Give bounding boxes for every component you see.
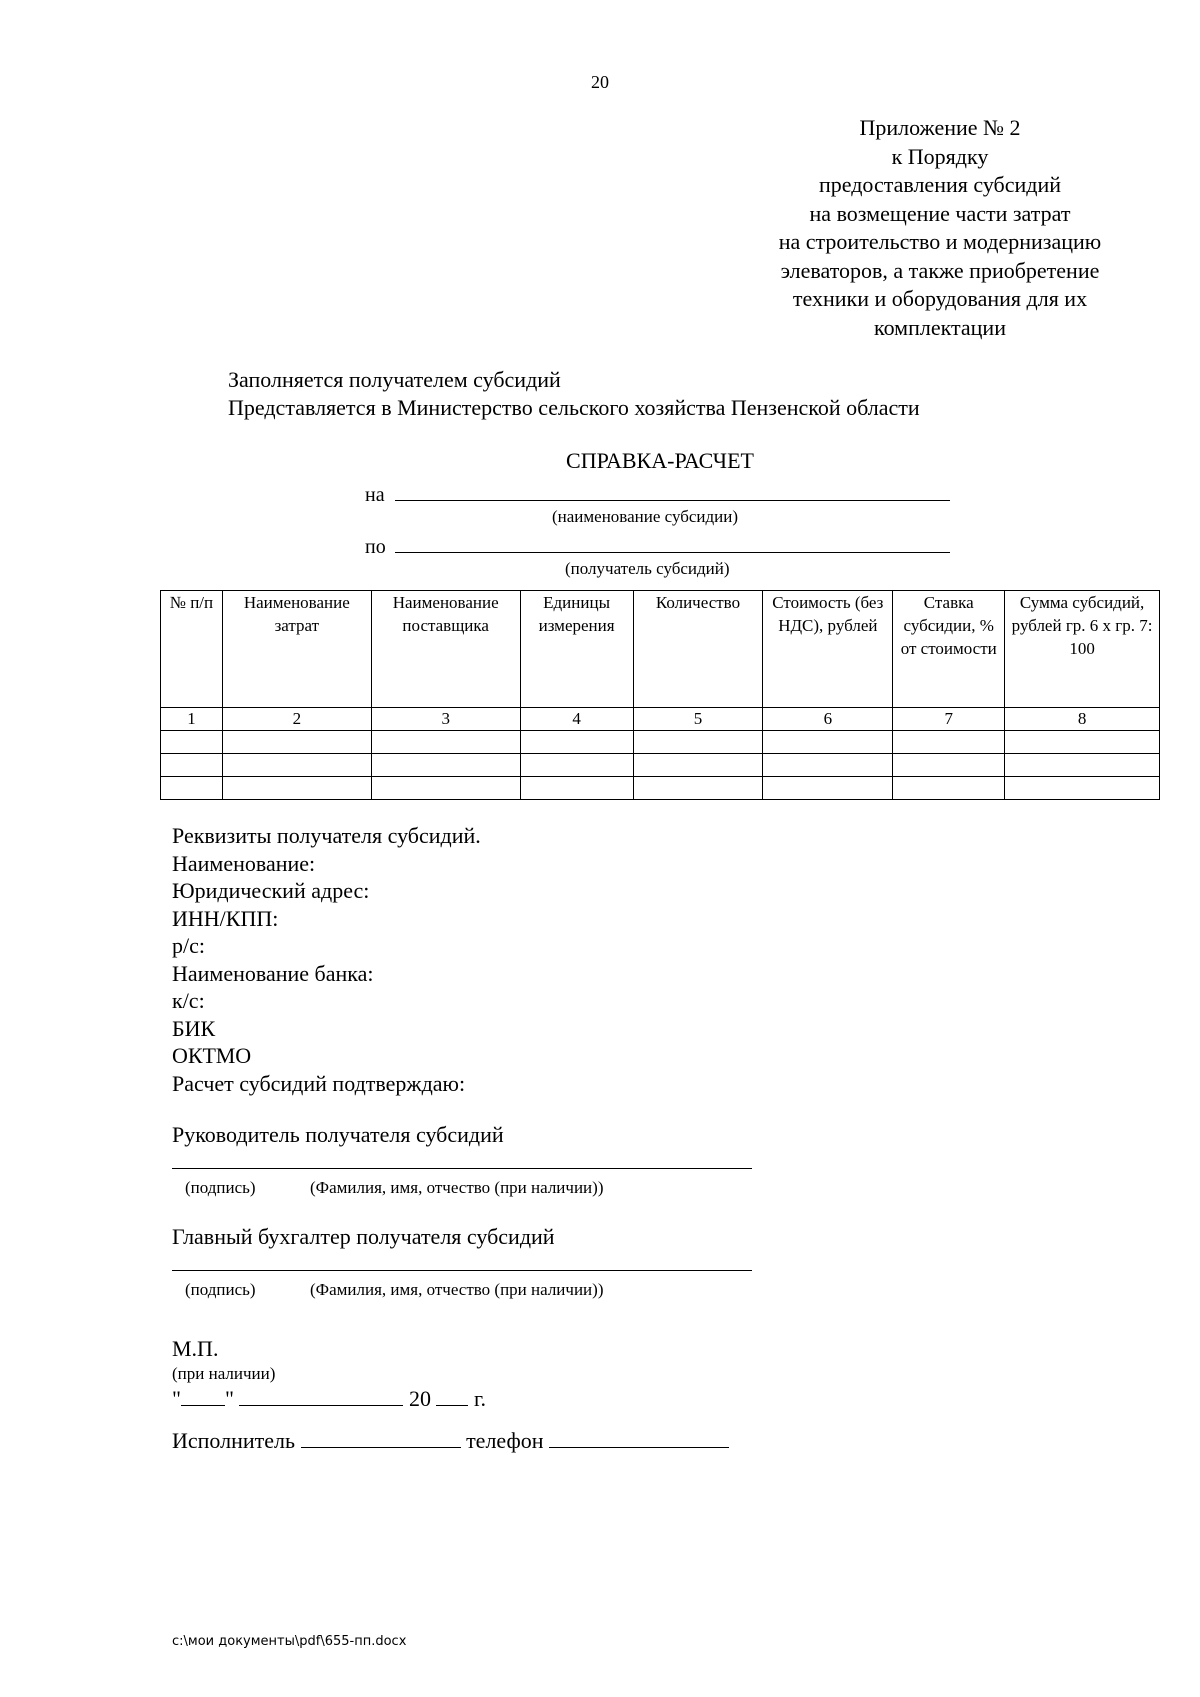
table-cell[interactable] xyxy=(633,777,763,800)
date-year-field[interactable] xyxy=(436,1387,468,1406)
head-signature-line[interactable] xyxy=(172,1168,752,1169)
table-row xyxy=(161,754,1160,777)
subsidy-name-caption: (наименование субсидии) xyxy=(552,507,739,526)
recipient-field[interactable] xyxy=(395,534,950,553)
recipient-caption: (получатель субсидий) xyxy=(565,559,730,578)
stamp-label: М.П. xyxy=(172,1336,219,1361)
header-units: Единицы измерения xyxy=(520,591,633,708)
appendix-header xyxy=(745,114,1135,342)
table-cell[interactable] xyxy=(893,731,1005,754)
executor-row xyxy=(172,1428,729,1454)
header-rate: Ставка субсидии, % от стоимости xyxy=(893,591,1005,708)
table-cell[interactable] xyxy=(371,754,520,777)
phone-field[interactable] xyxy=(549,1429,729,1448)
table-cell[interactable] xyxy=(520,731,633,754)
date-row xyxy=(172,1386,486,1412)
requisites-confirm: Расчет субсидий подтверждаю: xyxy=(172,1070,466,1096)
name-caption: (Фамилия, имя, отчество (при наличии)) xyxy=(310,1178,604,1197)
requisites-title: Реквизиты получателя субсидий. xyxy=(172,823,481,848)
requisites-block xyxy=(172,822,481,1097)
accountant-signature-title: Главный бухгалтер получателя субсидий xyxy=(172,1224,555,1249)
on-prefix: на xyxy=(365,484,385,506)
appendix-line: предоставления субсидий xyxy=(818,172,1062,197)
accountant-signature-caption xyxy=(185,1280,603,1300)
column-number: 8 xyxy=(1005,708,1160,731)
table-cell[interactable] xyxy=(222,777,371,800)
stamp-note: (при наличии) xyxy=(172,1364,276,1383)
table-cell[interactable] xyxy=(371,731,520,754)
subsidy-name-row xyxy=(365,482,950,507)
executor-field[interactable] xyxy=(301,1429,461,1448)
table-cell[interactable] xyxy=(1005,731,1160,754)
head-signature-title: Руководитель получателя субсидий xyxy=(172,1122,504,1147)
by-prefix: по xyxy=(365,536,386,558)
table-cell[interactable] xyxy=(763,731,893,754)
header-quantity: Количество xyxy=(633,591,763,708)
intro-block xyxy=(228,366,920,422)
table-cell[interactable] xyxy=(893,754,1005,777)
header-number: № п/п xyxy=(161,591,223,708)
subsidy-name-field[interactable] xyxy=(395,482,950,501)
date-suffix: г. xyxy=(473,1386,487,1411)
executor-label: Исполнитель xyxy=(172,1428,296,1453)
phone-label: телефон xyxy=(466,1428,544,1453)
appendix-line: на возмещение части затрат xyxy=(809,200,1071,226)
requisites-account: р/с: xyxy=(172,933,205,958)
appendix-line: Приложение № 2 xyxy=(859,115,1021,140)
header-supplier: Наименование поставщика xyxy=(371,591,520,708)
form-title: СПРАВКА-РАСЧЕТ xyxy=(566,448,754,473)
table-row xyxy=(161,777,1160,800)
table-cell[interactable] xyxy=(520,754,633,777)
calculation-table xyxy=(160,590,1160,800)
appendix-line: к Порядку xyxy=(891,143,989,169)
table-header-row xyxy=(161,591,1160,708)
requisites-inn: ИНН/КПП: xyxy=(172,905,279,931)
table-cell[interactable] xyxy=(520,777,633,800)
date-month-field[interactable] xyxy=(239,1387,403,1406)
appendix-line: на строительство и модернизацию xyxy=(778,229,1102,254)
table-cell[interactable] xyxy=(222,731,371,754)
column-number: 1 xyxy=(161,708,223,731)
column-number: 6 xyxy=(763,708,893,731)
requisites-name: Наименование: xyxy=(172,850,316,876)
appendix-line: комплектации xyxy=(874,314,1006,340)
table-cell[interactable] xyxy=(222,754,371,777)
table-cell[interactable] xyxy=(893,777,1005,800)
head-signature-caption xyxy=(185,1178,603,1198)
header-cost-name: Наименование затрат xyxy=(222,591,371,708)
requisites-corr-account: к/с: xyxy=(172,988,205,1013)
sign-caption: (подпись) xyxy=(185,1178,256,1197)
table-cell[interactable] xyxy=(763,777,893,800)
recipient-row xyxy=(365,534,950,559)
date-quote-close: " xyxy=(224,1386,234,1411)
name-caption: (Фамилия, имя, отчество (при наличии)) xyxy=(310,1280,604,1299)
table-cell[interactable] xyxy=(371,777,520,800)
requisites-bik: БИК xyxy=(172,1015,216,1041)
column-number: 3 xyxy=(371,708,520,731)
table-cell[interactable] xyxy=(161,731,223,754)
appendix-line: элеваторов, а также приобретение xyxy=(780,257,1100,283)
header-cost: Стоимость (без НДС), рублей xyxy=(763,591,893,708)
accountant-signature-line[interactable] xyxy=(172,1270,752,1271)
column-number: 2 xyxy=(222,708,371,731)
table-row xyxy=(161,731,1160,754)
requisites-oktmo: ОКТМО xyxy=(172,1043,252,1068)
table-cell[interactable] xyxy=(161,754,223,777)
table-cell[interactable] xyxy=(1005,754,1160,777)
appendix-line: техники и оборудования для их xyxy=(792,286,1088,311)
sign-caption: (подпись) xyxy=(185,1280,256,1299)
date-year-prefix: 20 xyxy=(408,1386,431,1411)
file-path-footer: c:\мои документы\pdf\655-пп.docx xyxy=(172,1634,407,1649)
table-cell[interactable] xyxy=(1005,777,1160,800)
table-cell[interactable] xyxy=(161,777,223,800)
date-quote-open: " xyxy=(172,1386,181,1411)
column-number-row xyxy=(161,708,1160,731)
table-cell[interactable] xyxy=(633,754,763,777)
column-number: 7 xyxy=(893,708,1005,731)
header-sum: Сумма субсидий, рублей гр. 6 х гр. 7: 100 xyxy=(1005,591,1160,708)
table-cell[interactable] xyxy=(633,731,763,754)
requisites-address: Юридический адрес: xyxy=(172,878,370,903)
requisites-bank: Наименование банка: xyxy=(172,960,374,986)
column-number: 4 xyxy=(520,708,633,731)
date-day-field[interactable] xyxy=(181,1387,225,1406)
page-number: 20 xyxy=(591,72,609,92)
table-cell[interactable] xyxy=(763,754,893,777)
intro-submitted-to: Представляется в Министерство сельского хозяйства Пензенской области xyxy=(228,395,920,420)
column-number: 5 xyxy=(633,708,763,731)
intro-filled-by: Заполняется получателем субсидий xyxy=(228,367,561,392)
